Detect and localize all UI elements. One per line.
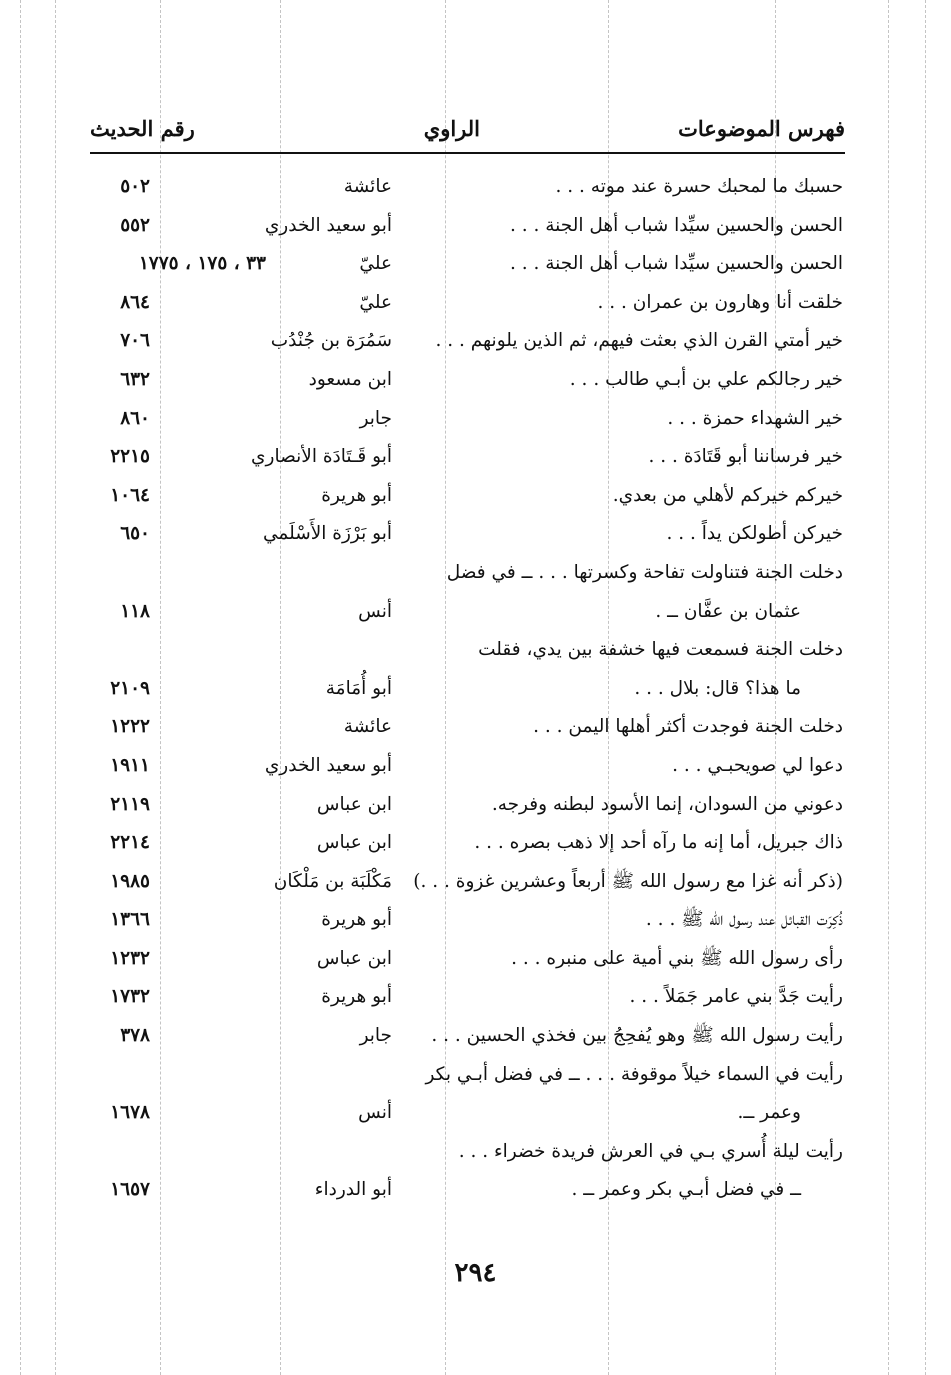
row-topic: رأى رسول الله ﷺ بني أمية على منبره . . . (511, 947, 843, 969)
index-row (0, 1137, 951, 1176)
row-hadith-number: ٢٢١٥ (110, 446, 150, 468)
row-hadith-number: ٥٥٢ (120, 214, 150, 236)
index-row (0, 1175, 951, 1214)
row-narrator: أنس (358, 1102, 392, 1124)
header-hadith-number: رقم الحديث (90, 116, 195, 141)
row-narrator: ابن مسعود (308, 368, 392, 390)
row-narrator: عائشة (343, 176, 392, 197)
row-topic: ما هذا؟ قال: بلال . . . (634, 677, 801, 699)
index-table (0, 172, 951, 1214)
row-hadith-number: ٦٣٢ (120, 368, 150, 390)
row-hadith-number: ٨٦٤ (120, 291, 150, 313)
row-topic: خيركن أطولكن يداً . . . (666, 523, 843, 545)
index-row (0, 1060, 951, 1099)
row-hadith-number: ٢٢١٤ (110, 832, 150, 854)
index-row (0, 751, 951, 790)
index-row (0, 867, 951, 906)
index-row (0, 326, 951, 365)
row-hadith-number: ٢١١٩ (110, 793, 150, 815)
row-narrator: عليّ (359, 291, 392, 313)
row-hadith-number: ٨٦٠ (120, 407, 150, 429)
row-hadith-number: ١٧٣٢ (110, 986, 150, 1008)
row-narrator: ابن عباس (316, 832, 392, 854)
row-hadith-number: ٢١٠٩ (110, 677, 150, 699)
row-hadith-number: ٣٧٨ (120, 1025, 150, 1047)
row-topic: ذاك جبريل، أما إنه ما رآه أحد إلا ذهب بصره . . . (474, 832, 843, 854)
row-topic: خير رجالكم علي بن أبـي طالب . . . (569, 368, 843, 390)
row-topic: دخلت الجنة فسمعت فيها خشفة بين يدي، فقلت (478, 639, 843, 661)
row-topic: وعمر ــ. (737, 1102, 801, 1124)
row-narrator: أبو هريرة (321, 484, 392, 506)
row-topic: دعوني من السودان، إنما الأسود لبطنه وفرجه. (491, 793, 843, 815)
row-topic: (ذكر أنه غزا مع رسول الله ﷺ أربعاً وعشرين غزوة . . .) (413, 870, 843, 892)
row-narrator: جابر (359, 407, 392, 429)
row-hadith-number: ١١٨ (120, 600, 150, 622)
row-narrator: أبو سعيد الخدري (264, 754, 392, 776)
row-topic: خير فرساننا أبو قَتَادَة . . . (648, 446, 843, 468)
index-row (0, 249, 951, 288)
row-narrator: عليّ (359, 253, 392, 275)
header-topic: فهرس الموضوعات (678, 116, 845, 141)
row-narrator: أبو قَـتَادَة الأنصاري (251, 446, 392, 468)
row-narrator: عائشة (343, 716, 392, 738)
row-topic: الحسن والحسين سيِّدا شباب أهل الجنة . . . (509, 253, 843, 275)
row-topic: حسبك ما لمحبك حسرة عند موته . . . (555, 176, 843, 197)
index-row (0, 712, 951, 751)
index-row (0, 481, 951, 520)
row-topic: الحسن والحسين سيِّدا شباب أهل الجنة . . . (509, 214, 843, 236)
index-row (0, 790, 951, 829)
header-narrator: الراوي (423, 116, 480, 141)
index-row (0, 442, 951, 481)
row-hadith-number: ١٢٢٢ (110, 716, 150, 738)
row-hadith-number: ٥٠٢ (120, 176, 150, 197)
row-topic: رأيت في السماء خيلاً موقوفة . . . ــ في فضل أبـي بكر (425, 1063, 843, 1085)
row-hadith-number: ٧٠٦ (120, 330, 150, 352)
row-hadith-number: ١٩٨٥ (110, 870, 150, 892)
row-topic: خيركم خيركم لأهلي من بعدي. (612, 484, 843, 506)
row-topic: رأيت رسول الله ﷺ وهو يُفحِجُ بين فخذي الحسين . . . (431, 1025, 843, 1047)
row-hadith-number: ١٦٥٧ (110, 1179, 150, 1201)
index-row (0, 1021, 951, 1060)
row-hadith-number: ٣٣ ، ١٧٥ ، ١٧٧٥ (138, 253, 266, 275)
index-row (0, 828, 951, 867)
row-topic: ــ في فضل أبـي بكر وعمر ــ . (571, 1179, 801, 1201)
row-topic: رأيت جَدَّ بني عامر جَمَلاً . . . (629, 986, 843, 1008)
row-narrator: أبو بَرْزَة الأَسْلَمي (262, 523, 392, 545)
row-narrator: أبو هريرة (321, 986, 392, 1008)
row-topic: رأيت ليلة أُسري بـي في العرش فريدة خضراء . . . (458, 1140, 843, 1162)
index-row (0, 519, 951, 558)
index-row (0, 365, 951, 404)
index-row (0, 905, 951, 944)
index-row (0, 172, 951, 211)
index-row (0, 982, 951, 1021)
row-narrator: أبو سعيد الخدري (264, 214, 392, 236)
row-topic: عثمان بن عفَّان ــ . (655, 600, 801, 622)
row-topic: خير الشهداء حمزة . . . (667, 407, 843, 429)
row-hadith-number: ١٦٧٨ (110, 1102, 150, 1124)
index-row (0, 558, 951, 597)
row-narrator: جابر (359, 1025, 392, 1047)
row-narrator: أنس (358, 600, 392, 622)
row-narrator: سَمُرَة بن جُنْدُب (270, 330, 392, 352)
row-hadith-number: ١٩١١ (110, 754, 150, 776)
index-header (90, 112, 845, 154)
row-narrator: ابن عباس (316, 793, 392, 815)
row-topic: ذُكِرَت القبائل عند رسول الله ﷺ . . . (645, 909, 843, 931)
row-topic: خير أمتي القرن الذي بعثت فيهم، ثم الذين يلونهم . . . (435, 330, 843, 352)
row-narrator: مَكْلَبَة بن مَلْكَان (273, 870, 392, 892)
index-row (0, 597, 951, 636)
index-row (0, 404, 951, 443)
page-number: ٢٩٤ (454, 1258, 497, 1288)
row-narrator: ابن عباس (316, 947, 392, 969)
row-topic: دعوا لي صويحبـي . . . (672, 754, 843, 776)
row-narrator: أبو أُمَامَة (325, 677, 392, 699)
index-row (0, 1098, 951, 1137)
index-row (0, 288, 951, 327)
row-hadith-number: ٦٥٠ (120, 523, 150, 545)
index-row (0, 211, 951, 250)
row-narrator: أبو هريرة (321, 909, 392, 931)
index-row (0, 635, 951, 674)
row-topic: دخلت الجنة فوجدت أكثر أهلها اليمن . . . (533, 716, 843, 738)
row-topic: خلقت أنا وهارون بن عمران . . . (597, 291, 843, 313)
index-row (0, 674, 951, 713)
row-hadith-number: ١٣٦٦ (110, 909, 150, 931)
index-row (0, 944, 951, 983)
row-narrator: أبو الدرداء (314, 1179, 392, 1201)
row-hadith-number: ١٢٣٢ (110, 947, 150, 969)
row-hadith-number: ١٠٦٤ (110, 484, 150, 506)
row-topic: دخلت الجنة فتناولت تفاحة وكسرتها . . . ــ في فضل (446, 561, 843, 583)
